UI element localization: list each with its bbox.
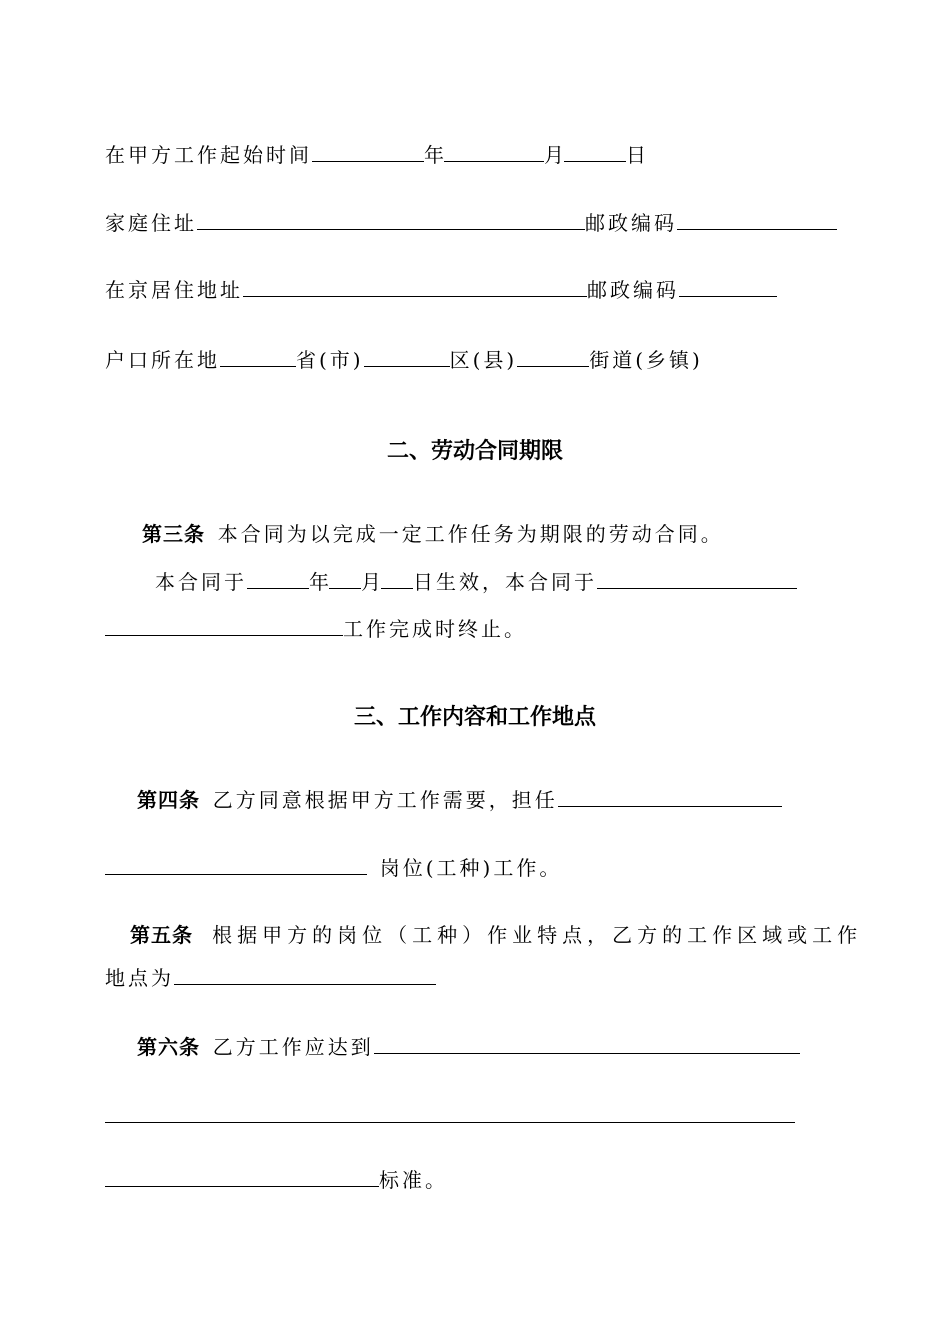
position-blank-2[interactable]: [105, 856, 367, 875]
effective-month-label: 月: [361, 570, 381, 594]
street-label: 街道(乡镇): [589, 348, 703, 372]
article4-title: 第四条: [137, 788, 200, 812]
start-time-line: [105, 143, 646, 167]
work-location-blank[interactable]: [174, 966, 436, 985]
effective-prefix: 本合同于: [155, 570, 247, 594]
section3-heading: 三、工作内容和工作地点: [353, 705, 596, 730]
hukou-street-blank[interactable]: [517, 348, 589, 367]
start-day-blank[interactable]: [564, 143, 626, 162]
article5-title: 第五条: [130, 923, 193, 947]
termination-text: 工作完成时终止。: [343, 617, 527, 641]
article3-text: 本合同为以完成一定工作任务为期限的劳动合同。: [217, 522, 724, 546]
article6-cont-line: [105, 1104, 795, 1128]
section2-heading: 二、劳动合同期限: [386, 439, 563, 464]
article6-suffix: 标准。: [379, 1168, 448, 1192]
hukou-line: [105, 348, 703, 372]
beijing-address-blank[interactable]: [243, 278, 587, 297]
hukou-province-blank[interactable]: [220, 348, 296, 367]
beijing-address-line: [105, 278, 777, 302]
hukou-district-blank[interactable]: [364, 348, 450, 367]
home-address-line: [105, 211, 837, 235]
year-label: 年: [424, 143, 444, 167]
beijing-postcode-blank[interactable]: [679, 278, 777, 297]
hukou-label: 户口所在地: [105, 348, 220, 372]
home-postcode-blank[interactable]: [677, 211, 837, 230]
article4-text: 乙方同意根据甲方工作需要，担任: [212, 788, 558, 812]
article6-end-line: [105, 1168, 448, 1192]
beijing-address-label: 在京居住地址: [105, 278, 243, 302]
effective-day-text: 日生效，本合同于: [413, 570, 597, 594]
start-year-blank[interactable]: [312, 143, 424, 162]
effective-year-blank[interactable]: [247, 570, 309, 589]
article5-line: [130, 923, 862, 947]
effective-line: [155, 570, 797, 594]
home-address-label: 家庭住址: [105, 211, 197, 235]
start-month-blank[interactable]: [444, 143, 544, 162]
article5-cont-line: [105, 966, 436, 990]
effective-year-label: 年: [309, 570, 329, 594]
article4-suffix: 岗位(工种)工作。: [379, 856, 563, 880]
beijing-postcode-label: 邮政编码: [587, 278, 679, 302]
article4-cont-line: [105, 856, 562, 880]
district-label: 区(县): [449, 348, 518, 372]
home-postcode-label: 邮政编码: [585, 211, 677, 235]
start-time-label: 在甲方工作起始时间: [105, 143, 312, 167]
termination-blank-2[interactable]: [105, 617, 343, 636]
standard-blank-1[interactable]: [374, 1035, 800, 1054]
article6-title: 第六条: [137, 1035, 200, 1059]
article4-line: [137, 788, 782, 812]
termination-blank-1[interactable]: [597, 570, 797, 589]
province-label: 省(市): [296, 348, 364, 372]
article3-title: 第三条: [142, 522, 205, 546]
day-label: 日: [626, 143, 646, 167]
effective-month-blank[interactable]: [329, 570, 361, 589]
home-address-blank[interactable]: [197, 211, 585, 230]
effective-day-blank[interactable]: [381, 570, 413, 589]
article5-cont: 地点为: [105, 966, 174, 990]
article3-line: [142, 522, 724, 546]
termination-line: [105, 617, 527, 641]
standard-blank-2[interactable]: [105, 1104, 795, 1123]
standard-blank-3[interactable]: [105, 1168, 379, 1187]
article6-line: [137, 1035, 800, 1059]
month-label: 月: [544, 143, 564, 167]
article6-text: 乙方工作应达到: [212, 1035, 374, 1059]
article5-text: 根据甲方的岗位（工种）作业特点，乙方的工作区域或工作: [212, 923, 863, 947]
position-blank-1[interactable]: [558, 788, 782, 807]
